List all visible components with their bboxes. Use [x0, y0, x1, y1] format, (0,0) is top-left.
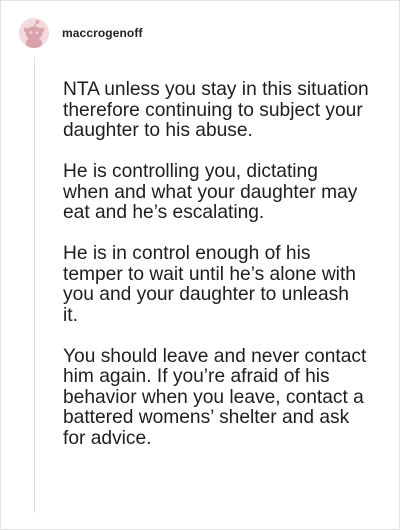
comment-paragraph: NTA unless you stay in this situation therefore continuing to subject your daughter to his abuse.: [63, 79, 369, 141]
thread-line[interactable]: [34, 57, 35, 513]
comment-header: [19, 18, 143, 48]
username[interactable]: maccrogenoff: [62, 26, 143, 40]
comment-paragraph: He is in control enough of his temper to wait until he’s alone with you and your daughter to unleash it.: [63, 243, 356, 326]
comment-paragraph: You should leave and never contact him again. If you’re afraid of his behavior when you leave, contact a battered womens’ shelter and ask for advice.: [63, 345, 367, 449]
comment-body: [63, 80, 369, 449]
user-avatar[interactable]: [19, 18, 49, 48]
reddit-snoo-avatar-icon: [19, 18, 49, 48]
comment-paragraph: He is controlling you, dictating when and what your daughter may eat and he’s escalating.: [63, 161, 358, 223]
